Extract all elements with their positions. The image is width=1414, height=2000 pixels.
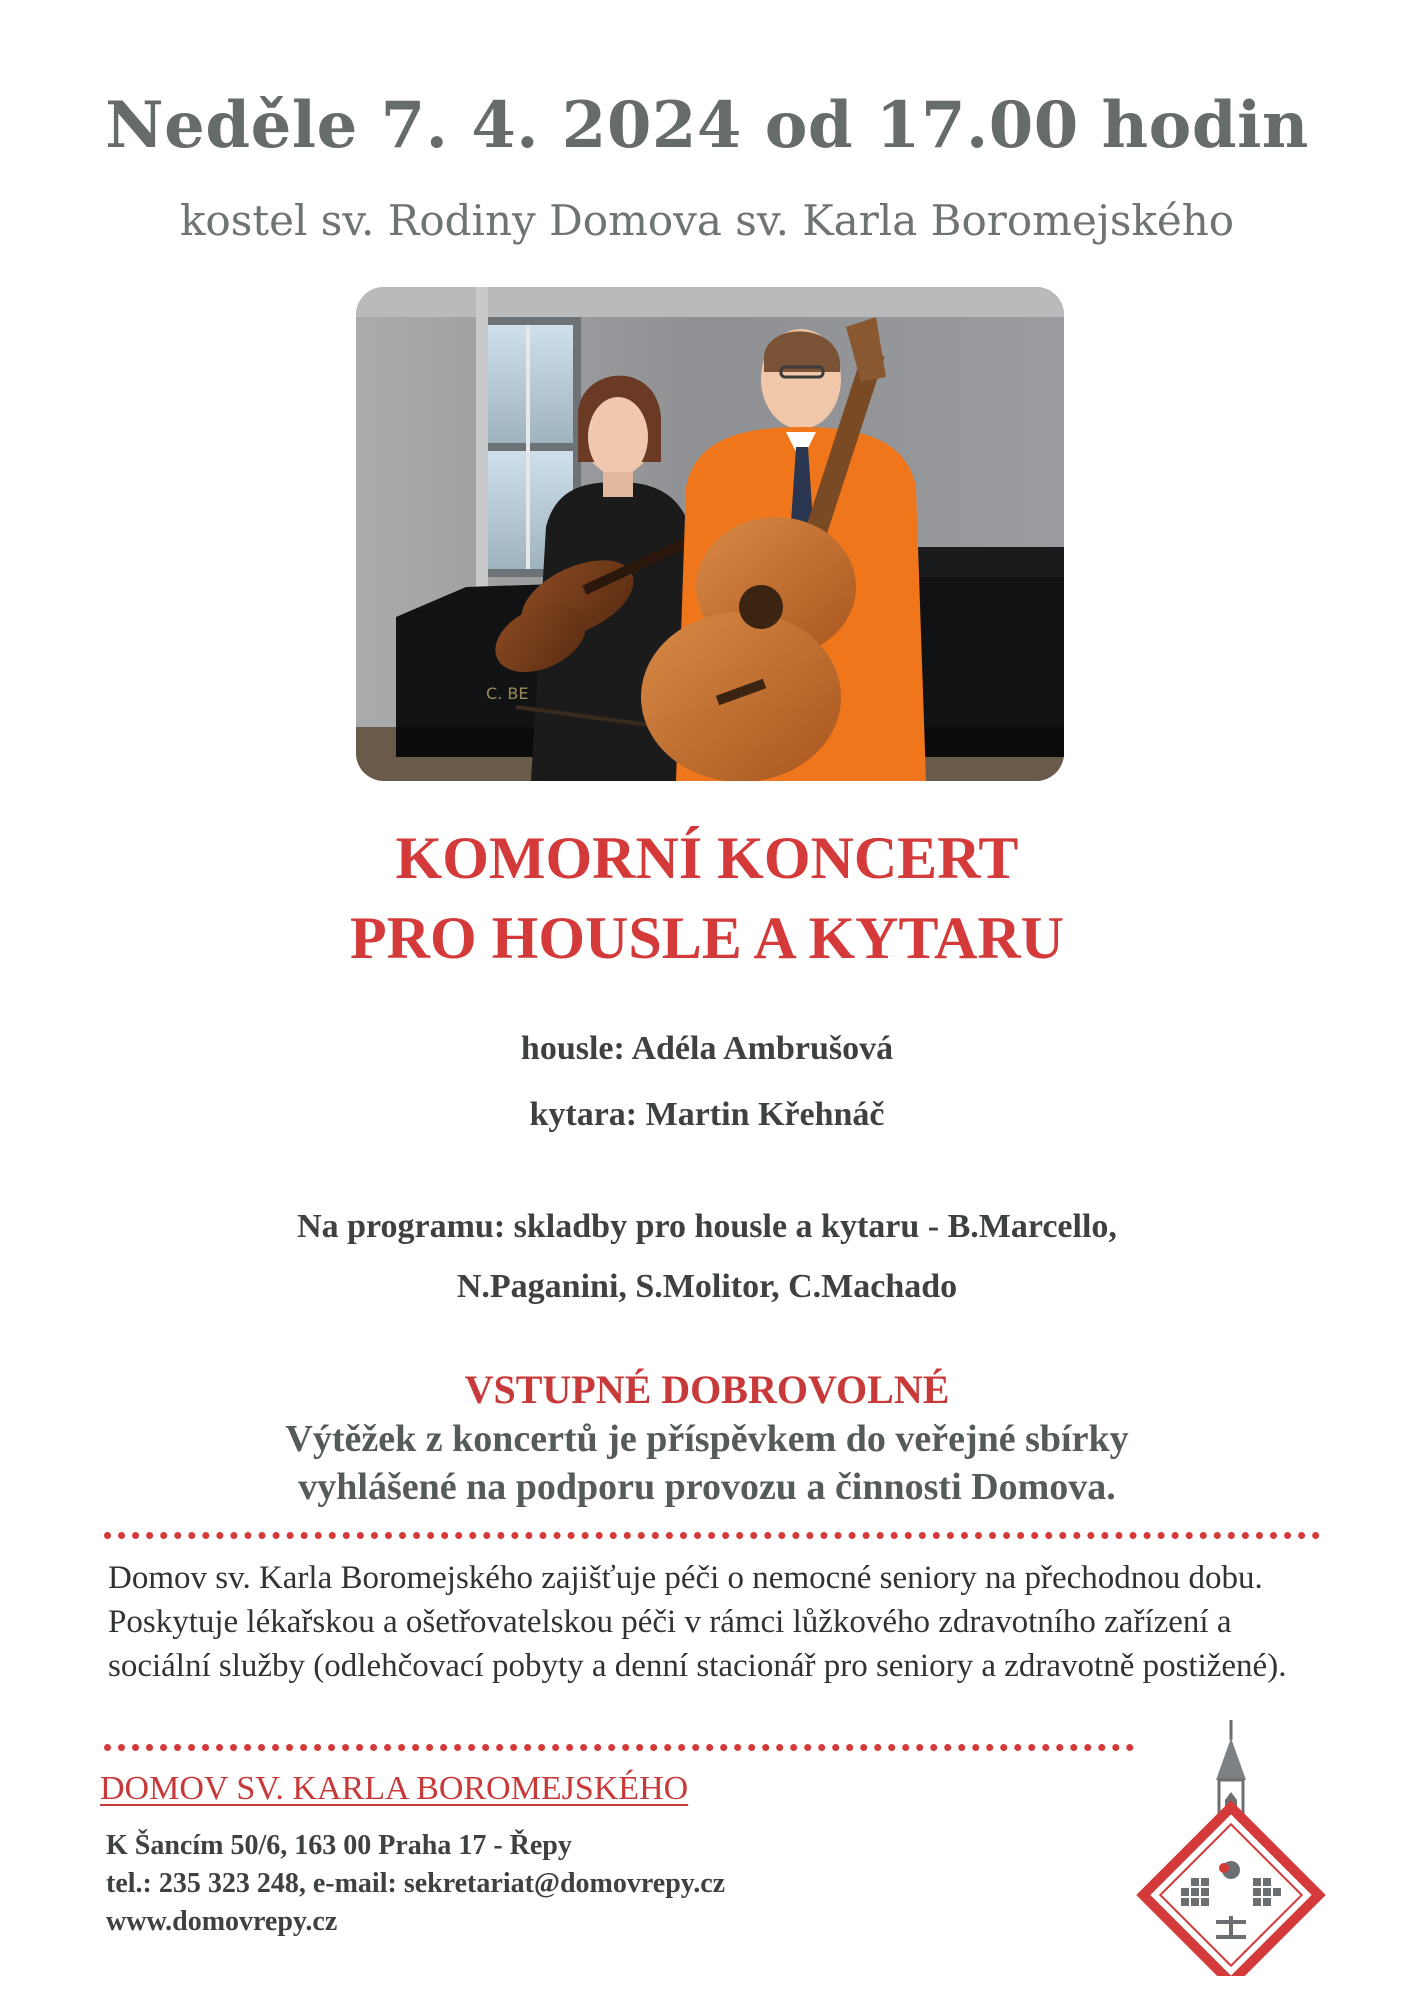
concert-title-line-1: KOMORNÍ KONCERT — [395, 825, 1019, 891]
contact-phone-email: tel.: 235 323 248, e-mail: sekretariat@domovrepy.cz — [106, 1868, 726, 1899]
dotted-divider-top — [104, 1532, 1320, 1539]
concert-title-line-2: PRO HOUSLE A KYTARU — [350, 905, 1064, 971]
performers-photo-illustration — [356, 287, 1064, 781]
performer-violin: housle: Adéla Ambrušová — [520, 1030, 894, 1067]
program-line-2: N.Paganini, S.Molitor, C.Machado — [456, 1268, 958, 1305]
dotted-divider-bottom — [104, 1744, 1134, 1751]
event-date-heading: Neděle 7. 4. 2024 od 17.00 hodin — [105, 88, 1309, 163]
performer-guitar: kytara: Martin Křehnáč — [529, 1096, 885, 1133]
proceeds-note — [0, 1415, 1414, 1511]
performers-photo — [356, 287, 1064, 781]
event-venue: kostel sv. Rodiny Domova sv. Karla Boromejského — [179, 196, 1235, 245]
concert-title — [0, 818, 1414, 978]
about-organization-text: Domov sv. Karla Boromejského zajišťuje péči o nemocné seniory na přechodnou dobu. Poskytuje lékařskou a ošetřovatelskou péči v rámci lůžkového zdravotního zařízení a sociální služby (odlehčovací pobyty a denní stacionář pro seniory a zdravotně postižené). — [108, 1560, 1287, 1684]
piano-brand-text: C. BE — [486, 684, 529, 703]
proceeds-note-line-1: Výtěžek z koncertů je příspěvkem do veřejné sbírky — [285, 1418, 1129, 1460]
proceeds-note-line-2: vyhlášené na podporu provozu a činnosti Domova. — [298, 1466, 1116, 1508]
domov-logo-icon — [1136, 1720, 1326, 1976]
organization-name: DOMOV SV. KARLA BOROMEJSKÉHO — [100, 1770, 689, 1807]
contact-website: www.domovrepy.cz — [106, 1906, 338, 1937]
contact-address: K Šancím 50/6, 163 00 Praha 17 - Řepy — [106, 1830, 572, 1861]
program-info — [0, 1197, 1414, 1317]
admission-label: VSTUPNÉ DOBROVOLNÉ — [464, 1367, 950, 1412]
program-line-1: Na programu: skladby pro housle a kytaru - B.Marcello, — [297, 1208, 1117, 1245]
